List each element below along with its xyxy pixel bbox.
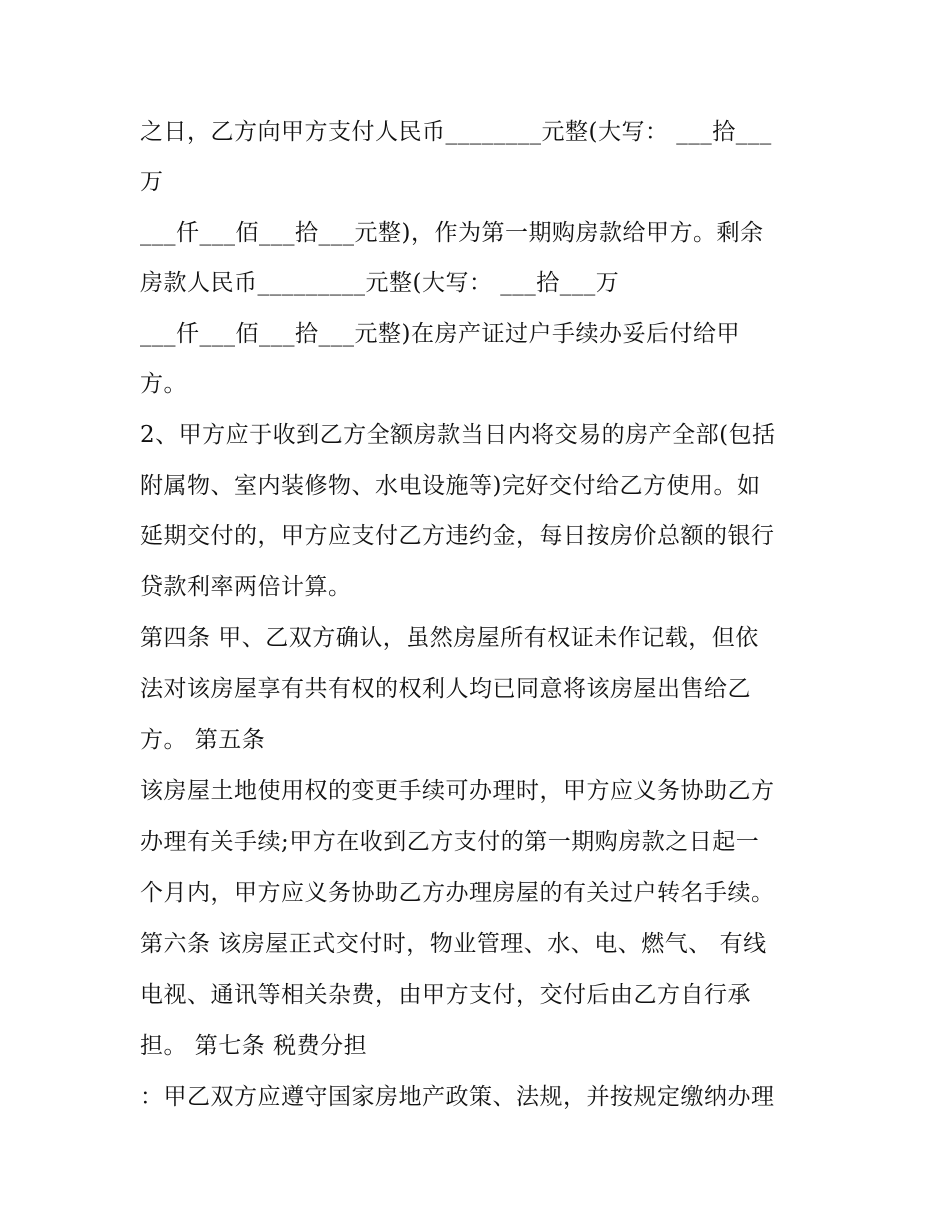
text-line: 方。: [140, 371, 187, 397]
text-line: 该房屋土地使用权的变更手续可办理时，甲方应义务协助乙方: [140, 778, 775, 804]
text-line: 附属物、室内装修物、水电设施等)完好交付给乙方使用。如: [140, 473, 761, 499]
text-line: ___仟___佰___拾___元整)在房产证过户手续办妥后付给甲: [140, 321, 740, 347]
text-line: 第四条 甲、乙双方确认，虽然房屋所有权证未作记载，但依: [140, 625, 759, 651]
text-line: 贷款利率两倍计算。: [140, 574, 352, 600]
text-line: 2、甲方应于收到乙方全额房款当日内将交易的房产全部(包括: [140, 422, 776, 448]
text-line: 第六条 该房屋正式交付时，物业管理、水、电、燃气、 有线: [140, 931, 767, 957]
text-line: 万: [140, 169, 164, 195]
text-line: 办理有关手续;甲方在收到乙方支付的第一期购房款之日起一: [140, 829, 760, 855]
text-line: 房款人民币_________元整(大写： ___拾___万: [140, 270, 620, 296]
text-line: 延期交付的，甲方应支付乙方违约金，每日按房价总额的银行: [140, 523, 775, 549]
text-line: 个月内，甲方应义务协助乙方办理房屋的有关过户转名手续。: [140, 880, 775, 906]
text-line: 担。 第七条 税费分担: [140, 1033, 368, 1059]
text-line: 法对该房屋享有共有权的权利人均已同意将该房屋出售给乙: [140, 676, 751, 702]
text-line: 电视、通讯等相关杂费，由甲方支付，交付后由乙方自行承: [140, 982, 751, 1008]
text-line: ：甲乙双方应遵守国家房地产政策、法规，并按规定缴纳办理: [140, 1084, 775, 1110]
text-line: 之日，乙方向甲方支付人民币________元整(大写： ___拾___: [140, 119, 772, 145]
text-line: 方。 第五条: [140, 727, 266, 753]
text-line: ___仟___佰___拾___元整)，作为第一期购房款给甲方。剩余: [140, 220, 764, 246]
